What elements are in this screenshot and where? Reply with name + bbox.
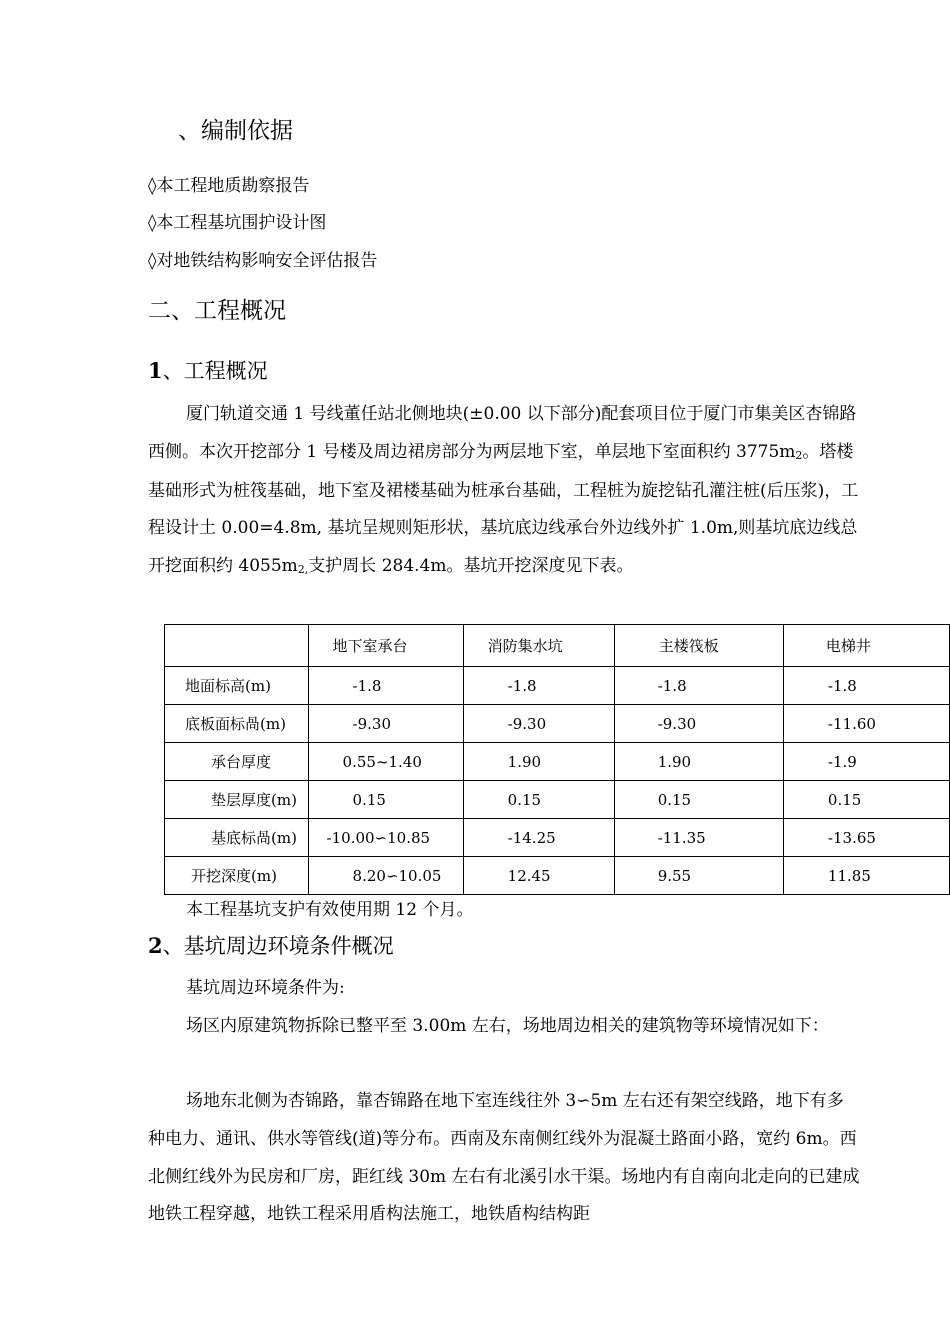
subsection-number: 2 — [148, 933, 163, 958]
table-cell: -1.9 — [783, 743, 949, 781]
table-header-row — [165, 625, 950, 667]
table-cell: 8.20∽10.05 — [308, 857, 463, 895]
table-cell: 9.55 — [614, 857, 783, 895]
overview-text-c: 支护周长 284.4m。基坑开挖深度见下表。 — [308, 556, 634, 577]
table-cell: -1.8 — [783, 667, 949, 705]
excavation-depth-table — [164, 624, 950, 895]
environment-intro: 基坑周边环境条件为: — [186, 978, 345, 998]
subsection-number: 1 — [148, 358, 163, 383]
section-title-overview: 二、工程概况 — [148, 298, 286, 324]
table-cell: -1.8 — [463, 667, 614, 705]
table-cell: 11.85 — [783, 857, 949, 895]
overview-paragraph — [148, 396, 860, 587]
support-period-note: 本工程基坑支护有效使用期 12 个月。 — [186, 900, 474, 920]
table-cell: -1.8 — [308, 667, 463, 705]
overview-text-b: 。塔楼基础形式为桩筏基础，地下室及裙楼基础为桩承台基础，工程桩为旋挖钻孔灌注桩(后压浆)，工程设计土 0.00=4.8m, 基坑呈规则矩形状，基坑底边线承台外边线外扩 1.0m,则基坑底边线总开挖面积约 4055m — [148, 441, 859, 577]
table-header-cell: 地下室承台 — [308, 625, 463, 667]
list-item: ◊本工程地质勘察报告 — [148, 176, 310, 196]
area-unit-superscript: 2, — [297, 563, 309, 577]
table-cell: 0.15 — [308, 781, 463, 819]
table-cell: -11.60 — [783, 705, 949, 743]
overview-text-a: 厦门轨道交通 1 号线董任站北侧地块(±0.00 以下部分)配套项目位于厦门市集美区杏锦路西侧。本次开挖部分 1 号楼及周边裙房部分为两层地下室，单层地下室面积约 3775m — [148, 404, 857, 462]
area-unit-superscript: 2 — [795, 448, 803, 462]
table-row-label: 开挖深度(m) — [165, 857, 309, 895]
environment-paragraph-1 — [148, 1008, 860, 1046]
subsection-label: 、基坑周边环境条件概况 — [162, 934, 394, 958]
table-row — [165, 705, 950, 743]
environment-text-2: 场地东北侧为杏锦路，靠杏锦路在地下室连线往外 3∽5m 左右还有架空线路，地下有多种电力、通讯、供水等管线(道)等分布。西南及东南侧红线外为混凝土路面小路，宽约 6m。西北侧红线外为民房和厂房，距红线 30m 左右有北溪引水干渠。场地内有自南向北走向的已建成地铁工程穿越，地铁工程采用盾构法施工，地铁盾构结构距 — [148, 1091, 860, 1225]
table-row-label: 地面标高(m) — [165, 667, 309, 705]
subsection-title-environment — [148, 935, 394, 957]
list-item: ◊对地铁结构影响安全评估报告 — [148, 251, 378, 271]
table-row — [165, 781, 950, 819]
table-cell: -9.30 — [463, 705, 614, 743]
table-header-cell: 主楼筏板 — [614, 625, 783, 667]
table-cell: 1.90 — [614, 743, 783, 781]
table-row — [165, 743, 950, 781]
subsection-label: 、工程概况 — [162, 359, 268, 383]
table-cell: -13.65 — [783, 819, 949, 857]
table-cell: -1.8 — [614, 667, 783, 705]
table-row — [165, 667, 950, 705]
environment-text-1: 场区内原建筑物拆除已整平至 3.00m 左右，场地周边相关的建筑物等环境情况如下： — [186, 1016, 829, 1036]
table-row — [165, 819, 950, 857]
table-cell: 0.15 — [614, 781, 783, 819]
table-cell: -9.30 — [614, 705, 783, 743]
subsection-title-overview — [148, 360, 268, 382]
table-row-label: 底板面标咼(m) — [165, 705, 309, 743]
table-header-cell: 消防集水坑 — [463, 625, 614, 667]
table-cell: 0.15 — [463, 781, 614, 819]
table-row — [165, 857, 950, 895]
environment-paragraph-2 — [148, 1083, 860, 1234]
section-title-basis: 、编制依据 — [178, 118, 293, 144]
table-row-label: 基底标咼(m) — [165, 819, 309, 857]
table-cell: 1.90 — [463, 743, 614, 781]
table-header-cell — [165, 625, 309, 667]
table-cell: 12.45 — [463, 857, 614, 895]
list-item: ◊本工程基坑围护设计图 — [148, 213, 327, 233]
table-cell: -14.25 — [463, 819, 614, 857]
table-cell: -9.30 — [308, 705, 463, 743]
table-header-cell: 电梯井 — [783, 625, 949, 667]
table-row-label: 承台厚度 — [165, 743, 309, 781]
table-row-label: 垫层厚度(m) — [165, 781, 309, 819]
table-cell: 0.15 — [783, 781, 949, 819]
table-cell: -11.35 — [614, 819, 783, 857]
table-cell: -10.00∽10.85 — [308, 819, 463, 857]
table-cell: 0.55~1.40 — [308, 743, 463, 781]
